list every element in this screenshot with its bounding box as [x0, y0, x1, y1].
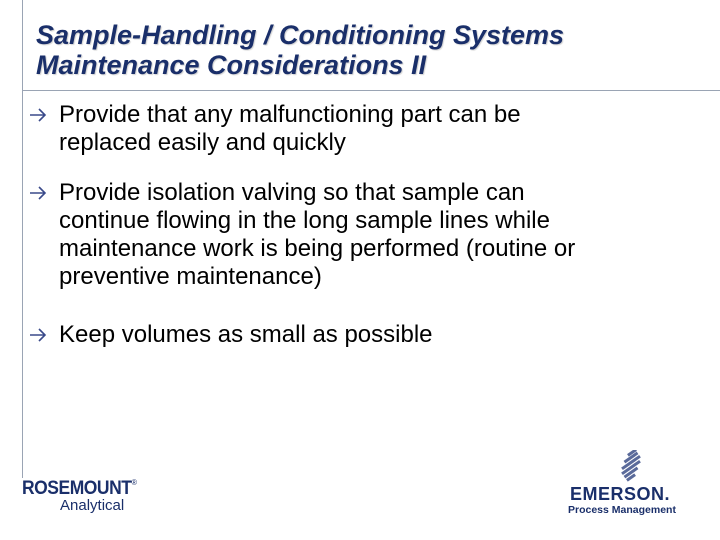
bullet-line: Provide that any malfunctioning part can be — [59, 101, 521, 128]
arrow-right-icon — [28, 105, 48, 125]
title-line-1: Sample-Handling / Conditioning Systems — [36, 20, 565, 50]
registered-mark: ® — [131, 478, 137, 487]
vertical-rule — [22, 0, 23, 478]
arrow-right-icon — [28, 183, 48, 203]
bullet-line: continue flowing in the long sample lines while — [59, 207, 550, 234]
slide-title — [36, 20, 564, 80]
emerson-subtitle: Process Management — [568, 504, 676, 516]
bullet-line: replaced easily and quickly — [59, 129, 346, 156]
arrow-right-icon — [28, 325, 48, 345]
bullet-line: Keep volumes as small as possible — [59, 321, 433, 348]
bullet-line: Provide isolation valving so that sample can — [59, 179, 525, 206]
rosemount-logo — [22, 478, 152, 518]
title-underline — [22, 90, 720, 91]
bullet-line: maintenance work is being performed (routine or — [59, 235, 576, 262]
bullet-line: preventive maintenance) — [59, 263, 322, 290]
title-line-2: Maintenance Considerations II — [36, 50, 427, 80]
emerson-wordmark: EMERSON. — [570, 484, 671, 504]
rosemount-subtitle: Analytical — [60, 497, 125, 514]
emerson-mark-icon — [617, 450, 645, 484]
rosemount-name: ROSEMOUNT — [22, 478, 132, 499]
emerson-logo — [560, 450, 700, 520]
